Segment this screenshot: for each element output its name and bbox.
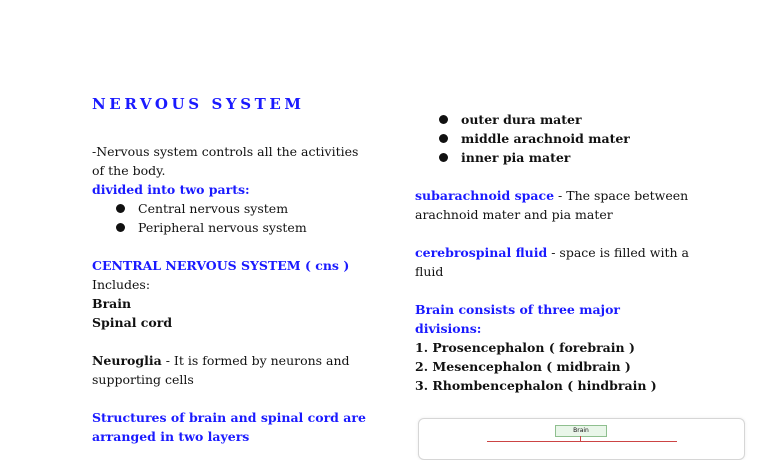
parts-item-cns: Central nervous system (92, 199, 370, 218)
includes-label: Includes: (92, 277, 151, 292)
brain-diagram (418, 418, 745, 460)
subarachnoid-paragraph (415, 186, 690, 224)
neuroglia-term: Neuroglia (92, 353, 162, 368)
includes-item-spinal-cord: Spinal cord (92, 315, 173, 330)
divisions-heading: Brain consists of three major divisions: (415, 302, 621, 336)
layer-item-arachnoid: middle arachnoid mater (415, 129, 690, 148)
parts-item-pns: Peripheral nervous system (92, 218, 370, 237)
neuroglia-paragraph (92, 351, 370, 389)
csf-term: cerebrospinal fluid (415, 245, 548, 260)
subarachnoid-term: subarachnoid space (415, 188, 555, 203)
division-item-midbrain: 2. Mesencephalon ( midbrain ) (415, 359, 631, 374)
subarachnoid-definition: - The space between arachnoid mater and pia mater (415, 188, 689, 222)
parts-list (92, 199, 370, 237)
layers-list (415, 110, 690, 167)
layer-item-dura: outer dura mater (415, 110, 690, 129)
csf-definition: - space is filled with a fluid (415, 245, 689, 279)
diagram-branch-line (487, 441, 677, 442)
divided-heading: divided into two parts: (92, 182, 250, 197)
cns-heading: CENTRAL NERVOUS SYSTEM ( cns ) (92, 258, 350, 273)
layer-item-pia: inner pia mater (415, 148, 690, 167)
left-column (92, 142, 370, 446)
division-item-forebrain: 1. Prosencephalon ( forebrain ) (415, 340, 635, 355)
diagram-root-node: Brain (555, 425, 607, 437)
csf-paragraph (415, 243, 690, 281)
structures-heading: Structures of brain and spinal cord are arranged in two layers (92, 410, 366, 444)
neuroglia-definition: - It is formed by neurons and supporting cells (92, 353, 350, 387)
right-column (415, 110, 690, 395)
page-title: NERVOUS SYSTEM (92, 95, 305, 113)
intro-text: -Nervous system controls all the activities of the body. (92, 144, 359, 178)
division-item-hindbrain: 3. Rhombencephalon ( hindbrain ) (415, 378, 657, 393)
includes-item-brain: Brain (92, 296, 132, 311)
